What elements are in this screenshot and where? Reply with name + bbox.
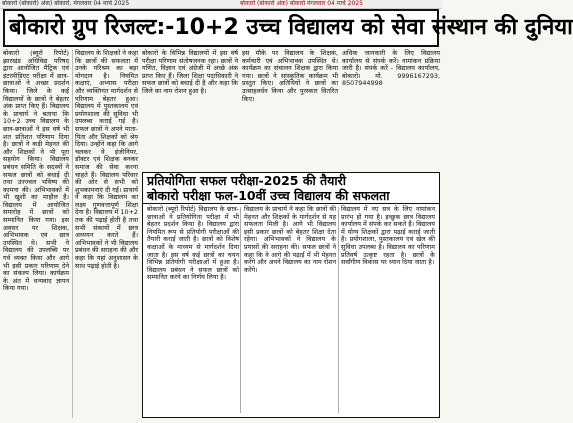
boxed-column-3: विद्यालय में नए सत्र के लिए नामांकन प्रारंभ हो गया है। इच्छुक छात्र विद्यालय कार्यालय में संपर्क कर सकते हैं। विद्यालय में योग्य शिक्षकों द्वारा पढ़ाई कराई जाती है। प्रयोगशाला, पुस्तकालय एवं खेल की सुविधा उपलब्ध है। विद्यालय का परिणाम प्रतिवर्ष उत्कृष्ट रहता है। छात्रों के सर्वांगीण विकास पर ध्यान दिया जाता है। [341,205,435,267]
boxed-title-line-2: बोकारो परीक्षा फल-10वीं उच्च विद्यालय की सफलता [147,188,390,203]
article-column-2: विद्यालय के शिक्षकों ने कहा कि छात्रों की सफलता में उनके परिश्रम का बड़ा योगदान है। नियमित कक्षाएं, अभ्यास परीक्षा और व्यक्तिगत मार्गदर्शन से परिणाम बेहतर हुआ। विद्यालय में पुस्तकालय एवं प्रयोगशाला की सुविधा भी उपलब्ध कराई गई है। सफल छात्रों ने अपने माता-पिता और शिक्षकों को श्रेय दिया। उन्होंने कहा कि आगे चलकर वे इंजीनियर, डॉक्टर एवं शिक्षक बनकर समाज की सेवा करना चाहते हैं। विद्यालय परिवार की ओर से सभी को शुभकामनाएं दी गईं। प्राचार्य ने कहा कि विद्यालय का लक्ष्य गुणवत्तापूर्ण शिक्षा देना है। विद्यालय में 10+2 तक की पढ़ाई होती है तथा सभी संकायों में छात्र अध्ययन करते हैं। अभिभावकों ने भी विद्यालय प्रबंधन की सराहना की और कहा कि यहां अनुशासन के साथ पढ़ाई होती है। [72,50,138,418]
boxed-column-2: विद्यालय के प्राचार्य ने कहा कि छात्रों की मेहनत और शिक्षकों के मार्गदर्शन से यह सफलता मिली है। आगे भी विद्यालय इसी प्रकार छात्रों को बेहतर शिक्षा देता रहेगा। अभिभावकों ने विद्यालय के प्रयासों की सराहना की। सफल छात्रों ने कहा कि वे आगे की पढ़ाई में भी मेहनत करेंगे और अपने विद्यालय का नाम रोशन करेंगे। [244,205,336,274]
top-strip-right-text: बोकारो (बोकारो अंक) बोकारो मंगलवार 04 मार्च 2025 [240,0,363,7]
column-divider [338,207,339,413]
article-column-1: बोकारो (ब्यूरो रिपोर्ट) झारखंड अधिविद्य परिषद द्वारा आयोजित मैट्रिक एवं इंटरमीडिएट परीक्षा में छात्र-छात्राओं ने अच्छा प्रदर्शन किया। जिले के कई विद्यालयों के छात्रों ने बेहतर अंक प्राप्त किए हैं। विद्यालय के प्राचार्य ने बताया कि 10+2 उच्च विद्यालय के छात्र-छात्राओं ने इस वर्ष भी शत प्रतिशत परिणाम दिया है। छात्रों ने कड़ी मेहनत की और शिक्षकों ने भी पूरा सहयोग किया। विद्यालय प्रबंधन समिति के सदस्यों ने सफल छात्रों को बधाई दी तथा उज्ज्वल भविष्य की कामना की। अभिभावकों में भी खुशी का माहौल है। विद्यालय में आयोजित समारोह में छात्रों को सम्मानित किया गया। इस अवसर पर शिक्षक, अभिभावक एवं छात्र उपस्थित थे। सभी ने विद्यालय की उपलब्धि पर गर्व व्यक्त किया और आगे भी इसी प्रकार परिणाम देने का संकल्प लिया। कार्यक्रम के अंत में धन्यवाद ज्ञापन किया गया। [3,49,69,293]
column-divider [240,207,241,413]
boxed-article-title [143,173,439,204]
article-right-block [142,50,440,418]
upper-column-1: बोकारो के विभिन्न विद्यालयों में इस वर्ष परीक्षा परिणाम संतोषजनक रहा। छात्रों ने गणित, विज्ञान एवं अंग्रेजी में अच्छे अंक प्राप्त किए हैं। जिला शिक्षा पदाधिकारी ने सफल छात्रों को बधाई दी है और कहा कि जिले का नाम रोशन हुआ है। [142,49,238,95]
newspaper-top-strip [0,0,442,9]
top-strip-left-text: बोकारो (बोकारो) अंक) बोकारो, मंगलवार 04 मार्च 2025 [2,0,130,7]
boxed-title-line-1: प्रतियोगिता सफल परीक्षा-2025 की तैयारी [147,173,346,188]
main-headline: बोकारो ग्रुप रिजल्ट:-10+2 उच्च विद्यालय को सेवा संस्थान की दुनिया [3,9,439,47]
upper-column-3: अधिक जानकारी के लिए विद्यालय कार्यालय से संपर्क करें। नामांकन प्रक्रिया जारी है। संपर्क करें - विद्यालय कार्यालय, बोकारो। मो. 9996167293, 8507944998 [342,49,440,88]
boxed-article [142,172,440,418]
upper-column-2: इस मौके पर विद्यालय के शिक्षक, कर्मचारी एवं अभिभावक उपस्थित थे। कार्यक्रम का संचालन शिक्षक द्वारा किया गया। छात्रों ने सांस्कृतिक कार्यक्रम भी प्रस्तुत किए। अतिथियों ने छात्रों का उत्साहवर्धन किया और पुरस्कार वितरित किए। [242,49,338,103]
boxed-column-1: बोकारो (ब्यूरो रिपोर्ट) विद्यालय के छात्र-छात्राओं ने प्रतियोगिता परीक्षा में भी बेहतर प्रदर्शन किया है। विद्यालय द्वारा नियमित रूप से प्रतियोगी परीक्षाओं की तैयारी कराई जाती है। छात्रों को विशेष कक्षाओं के माध्यम से मार्गदर्शन दिया जाता है। इस वर्ष कई छात्रों का चयन विभिन्न प्रतियोगी परीक्षाओं में हुआ है। विद्यालय प्रबंधन ने सफल छात्रों को सम्मानित करने का निर्णय लिया है। [147,205,239,282]
upper-article-columns [142,50,440,170]
